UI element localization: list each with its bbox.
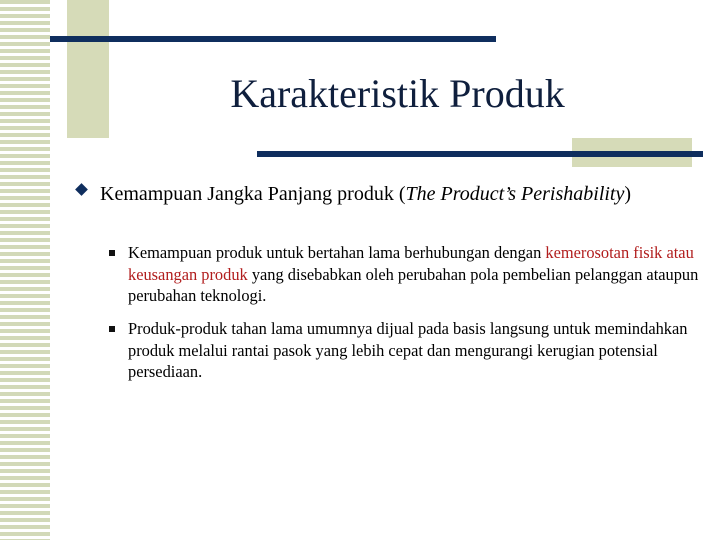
main-bullet-text <box>100 181 660 208</box>
sub-bullet-2-text: Produk-produk tahan lama umumnya dijual pada basis langsung untuk memindahkan produk melalui rantai pasok yang lebih cepat dan mengurangi kerugian potensial persediaan. <box>128 319 688 381</box>
title-rule-top <box>50 36 496 42</box>
title-rule-bottom <box>257 151 703 157</box>
diamond-bullet-icon <box>75 183 88 196</box>
square-bullet-icon <box>109 250 115 256</box>
left-stripe-decoration <box>0 0 50 540</box>
slide-title: Karakteristik Produk <box>230 71 565 116</box>
sub-bullet-1-highlight: kemerosotan fisik atau keusangan produk <box>128 243 694 284</box>
main-bullet-suffix: ) <box>624 183 632 205</box>
main-bullet-italic: The Product’s Perishability <box>405 183 625 205</box>
main-bullet-prefix: Kemampuan Jangka Panjang produk ( <box>100 183 406 205</box>
sub-bullet-1-text <box>128 242 713 307</box>
sub-bullet-1-pre: Kemampuan produk untuk bertahan lama berhubungan dengan <box>128 243 546 262</box>
sub-bullet-1-post: yang disebabkan oleh perubahan pola pembelian pelanggan ataupun perubahan teknologi. <box>128 264 699 305</box>
square-bullet-icon <box>109 326 115 332</box>
